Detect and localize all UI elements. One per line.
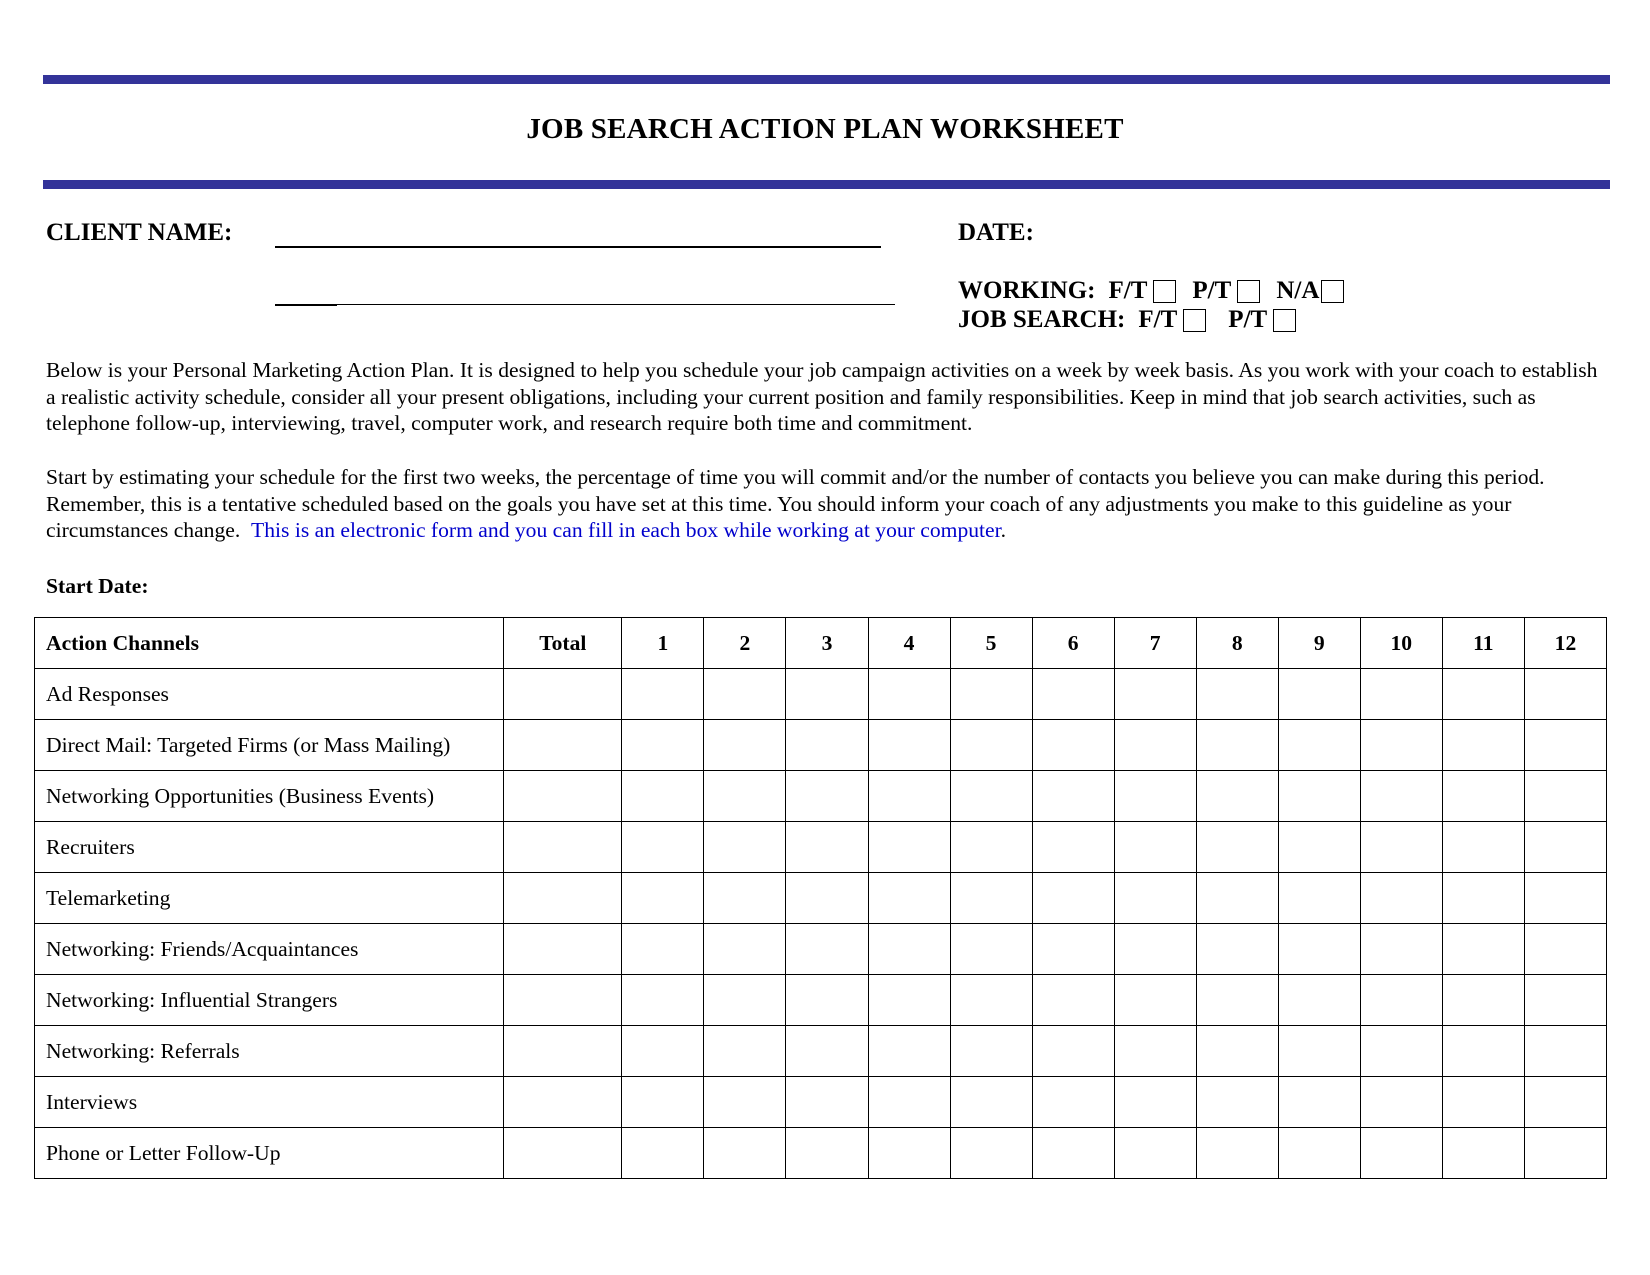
table-row: [35, 822, 1607, 873]
week-input-cell[interactable]: [1442, 924, 1524, 975]
week-input-cell[interactable]: [1278, 1128, 1360, 1179]
week-input-cell[interactable]: [786, 1077, 868, 1128]
intro-paragraph-2: [46, 464, 1606, 544]
header-week: 7: [1114, 618, 1196, 669]
week-input-cell[interactable]: [868, 771, 950, 822]
client-name-label: CLIENT NAME:: [46, 219, 233, 246]
job-search-label: JOB SEARCH:: [958, 306, 1126, 333]
week-input-cell[interactable]: [1360, 1026, 1442, 1077]
action-channel-label: Direct Mail: Targeted Firms (or Mass Mailing): [35, 720, 504, 771]
week-input-cell[interactable]: [1442, 1128, 1524, 1179]
week-input-cell[interactable]: [1032, 1077, 1114, 1128]
week-input-cell[interactable]: [950, 1026, 1032, 1077]
week-input-cell[interactable]: [1524, 1026, 1606, 1077]
header-week: 12: [1524, 618, 1606, 669]
total-input-cell[interactable]: [504, 975, 622, 1026]
week-input-cell[interactable]: [868, 669, 950, 720]
week-input-cell[interactable]: [868, 924, 950, 975]
week-input-cell[interactable]: [704, 771, 786, 822]
week-input-cell[interactable]: [1114, 1026, 1196, 1077]
action-channel-label: Ad Responses: [35, 669, 504, 720]
week-input-cell[interactable]: [1032, 720, 1114, 771]
table-row: [35, 1077, 1607, 1128]
week-input-cell[interactable]: [1524, 720, 1606, 771]
action-channel-label: Recruiters: [35, 822, 504, 873]
week-input-cell[interactable]: [950, 771, 1032, 822]
total-input-cell[interactable]: [504, 771, 622, 822]
week-input-cell[interactable]: [1278, 1026, 1360, 1077]
week-input-cell[interactable]: [1114, 822, 1196, 873]
table-row: [35, 1026, 1607, 1077]
header-week: 10: [1360, 618, 1442, 669]
week-input-cell[interactable]: [1278, 924, 1360, 975]
week-input-cell[interactable]: [1524, 924, 1606, 975]
week-input-cell[interactable]: [868, 1077, 950, 1128]
job-search-ft-label: F/T: [1138, 306, 1178, 333]
week-input-cell[interactable]: [1360, 1077, 1442, 1128]
week-input-cell[interactable]: [1524, 1128, 1606, 1179]
week-input-cell[interactable]: [950, 669, 1032, 720]
table-row: [35, 771, 1607, 822]
week-input-cell[interactable]: [622, 975, 704, 1026]
week-input-cell[interactable]: [622, 669, 704, 720]
top-divider-rule: [43, 75, 1610, 84]
week-input-cell[interactable]: [1360, 873, 1442, 924]
week-input-cell[interactable]: [868, 873, 950, 924]
week-input-cell[interactable]: [868, 1026, 950, 1077]
job-search-status-row: [958, 306, 1312, 334]
week-input-cell[interactable]: [1032, 873, 1114, 924]
week-input-cell[interactable]: [1524, 822, 1606, 873]
start-date-label: Start Date:: [46, 574, 149, 598]
week-input-cell[interactable]: [786, 720, 868, 771]
header-total: Total: [504, 618, 622, 669]
week-input-cell[interactable]: [704, 669, 786, 720]
week-input-cell[interactable]: [1032, 924, 1114, 975]
week-input-cell[interactable]: [1360, 822, 1442, 873]
week-input-cell[interactable]: [1196, 1026, 1278, 1077]
week-input-cell[interactable]: [1114, 669, 1196, 720]
working-na-checkbox[interactable]: [1321, 280, 1344, 303]
week-input-cell[interactable]: [704, 1026, 786, 1077]
working-status-row: [958, 277, 1360, 305]
job-search-ft-checkbox[interactable]: [1183, 309, 1206, 332]
week-input-cell[interactable]: [786, 873, 868, 924]
week-input-cell[interactable]: [1360, 669, 1442, 720]
week-input-cell[interactable]: [1196, 924, 1278, 975]
week-input-cell[interactable]: [786, 771, 868, 822]
week-input-cell[interactable]: [1114, 975, 1196, 1026]
client-name-field-line-2[interactable]: [275, 304, 895, 305]
week-input-cell[interactable]: [1032, 975, 1114, 1026]
action-channel-label: Networking: Referrals: [35, 1026, 504, 1077]
week-input-cell[interactable]: [1278, 822, 1360, 873]
date-label: DATE:: [958, 219, 1034, 246]
week-input-cell[interactable]: [786, 924, 868, 975]
table-row: [35, 975, 1607, 1026]
week-input-cell[interactable]: [622, 771, 704, 822]
week-input-cell[interactable]: [1278, 669, 1360, 720]
working-na-label: N/A: [1276, 277, 1320, 304]
table-row: [35, 924, 1607, 975]
week-input-cell[interactable]: [1032, 1026, 1114, 1077]
action-channel-label: Interviews: [35, 1077, 504, 1128]
week-input-cell[interactable]: [1114, 1077, 1196, 1128]
week-input-cell[interactable]: [1278, 873, 1360, 924]
intro-paragraph-2-end: .: [1000, 518, 1007, 542]
week-input-cell[interactable]: [704, 1077, 786, 1128]
week-input-cell[interactable]: [1442, 771, 1524, 822]
job-search-pt-checkbox[interactable]: [1273, 309, 1296, 332]
working-pt-label: P/T: [1192, 277, 1232, 304]
week-input-cell[interactable]: [868, 822, 950, 873]
week-input-cell[interactable]: [950, 1077, 1032, 1128]
action-channel-label: Telemarketing: [35, 873, 504, 924]
week-input-cell[interactable]: [1360, 975, 1442, 1026]
table-row: [35, 669, 1607, 720]
table-header-row: [35, 618, 1607, 669]
week-input-cell[interactable]: [622, 873, 704, 924]
week-input-cell[interactable]: [868, 1128, 950, 1179]
week-input-cell[interactable]: [622, 924, 704, 975]
week-input-cell[interactable]: [1114, 771, 1196, 822]
week-input-cell[interactable]: [704, 1128, 786, 1179]
week-input-cell[interactable]: [704, 720, 786, 771]
week-input-cell[interactable]: [868, 720, 950, 771]
header-week: 3: [786, 618, 868, 669]
header-action-channels: Action Channels: [35, 618, 504, 669]
total-input-cell[interactable]: [504, 1077, 622, 1128]
week-input-cell[interactable]: [622, 1128, 704, 1179]
week-input-cell[interactable]: [1196, 720, 1278, 771]
week-input-cell[interactable]: [1032, 669, 1114, 720]
header-week: 4: [868, 618, 950, 669]
total-input-cell[interactable]: [504, 669, 622, 720]
week-input-cell[interactable]: [1114, 720, 1196, 771]
total-input-cell[interactable]: [504, 1128, 622, 1179]
week-input-cell[interactable]: [950, 975, 1032, 1026]
week-input-cell[interactable]: [704, 975, 786, 1026]
week-input-cell[interactable]: [786, 822, 868, 873]
week-input-cell[interactable]: [1524, 975, 1606, 1026]
week-input-cell[interactable]: [786, 1128, 868, 1179]
week-input-cell[interactable]: [786, 1026, 868, 1077]
week-input-cell[interactable]: [1360, 771, 1442, 822]
week-input-cell[interactable]: [786, 975, 868, 1026]
week-input-cell[interactable]: [868, 975, 950, 1026]
header-week: 1: [622, 618, 704, 669]
week-input-cell[interactable]: [622, 822, 704, 873]
week-input-cell[interactable]: [1442, 873, 1524, 924]
week-input-cell[interactable]: [1360, 1128, 1442, 1179]
week-input-cell[interactable]: [1442, 1026, 1524, 1077]
week-input-cell[interactable]: [1442, 1077, 1524, 1128]
total-input-cell[interactable]: [504, 873, 622, 924]
action-channel-label: Networking: Influential Strangers: [35, 975, 504, 1026]
intro-paragraph-2-text: Start by estimating your schedule for the first two weeks, the percentage of time you will commit and/or the number of contacts you believe you can make during this period. Remember, this is a tentative scheduled based on the goals you have set at this time. You should inform your coach of any adjustments you make to this guideline as your circumstances change.: [46, 465, 1545, 542]
action-channel-label: Networking Opportunities (Business Events): [35, 771, 504, 822]
table-row: [35, 720, 1607, 771]
week-input-cell[interactable]: [1278, 720, 1360, 771]
header-week: 6: [1032, 618, 1114, 669]
week-input-cell[interactable]: [1196, 1077, 1278, 1128]
week-input-cell[interactable]: [1196, 822, 1278, 873]
total-input-cell[interactable]: [504, 924, 622, 975]
week-input-cell[interactable]: [950, 873, 1032, 924]
week-input-cell[interactable]: [1032, 1128, 1114, 1179]
table-row: [35, 1128, 1607, 1179]
action-plan-table: [34, 617, 1607, 1179]
week-input-cell[interactable]: [1196, 873, 1278, 924]
intro-paragraph-1: Below is your Personal Marketing Action Plan. It is designed to help you schedule your job campaign activities on a week by week basis. As you work with your coach to establish a realistic activity schedule, consider all your present obligations, including your current position and family responsibilities. Keep in mind that job search activities, such as telephone follow-up, interviewing, travel, computer work, and research require both time and commitment.: [46, 358, 1598, 435]
job-search-pt-label: P/T: [1228, 306, 1268, 333]
week-input-cell[interactable]: [1278, 771, 1360, 822]
total-input-cell[interactable]: [504, 720, 622, 771]
title-divider-rule: [43, 180, 1610, 189]
week-input-cell[interactable]: [950, 822, 1032, 873]
week-input-cell[interactable]: [1278, 1077, 1360, 1128]
week-input-cell[interactable]: [704, 924, 786, 975]
week-input-cell[interactable]: [622, 1077, 704, 1128]
header-week: 2: [704, 618, 786, 669]
week-input-cell[interactable]: [1114, 1128, 1196, 1179]
working-ft-checkbox[interactable]: [1153, 280, 1176, 303]
table-row: [35, 873, 1607, 924]
electronic-form-note: This is an electronic form and you can fill in each box while working at your computer: [251, 518, 1001, 542]
total-input-cell[interactable]: [504, 822, 622, 873]
week-input-cell[interactable]: [1524, 771, 1606, 822]
page-title: JOB SEARCH ACTION PLAN WORKSHEET: [526, 113, 1124, 145]
week-input-cell[interactable]: [950, 1128, 1032, 1179]
week-input-cell[interactable]: [1442, 975, 1524, 1026]
week-input-cell[interactable]: [1196, 669, 1278, 720]
client-name-field-line-1[interactable]: [275, 246, 881, 248]
week-input-cell[interactable]: [1032, 771, 1114, 822]
week-input-cell[interactable]: [704, 822, 786, 873]
header-week: 5: [950, 618, 1032, 669]
week-input-cell[interactable]: [1442, 720, 1524, 771]
week-input-cell[interactable]: [950, 720, 1032, 771]
week-input-cell[interactable]: [622, 720, 704, 771]
header-week: 8: [1196, 618, 1278, 669]
week-input-cell[interactable]: [622, 1026, 704, 1077]
week-input-cell[interactable]: [1196, 975, 1278, 1026]
header-week: 11: [1442, 618, 1524, 669]
week-input-cell[interactable]: [1524, 1077, 1606, 1128]
week-input-cell[interactable]: [1524, 873, 1606, 924]
action-channel-label: Phone or Letter Follow-Up: [35, 1128, 504, 1179]
working-ft-label: F/T: [1108, 277, 1148, 304]
week-input-cell[interactable]: [786, 669, 868, 720]
week-input-cell[interactable]: [1360, 924, 1442, 975]
week-input-cell[interactable]: [1196, 1128, 1278, 1179]
week-input-cell[interactable]: [1032, 822, 1114, 873]
week-input-cell[interactable]: [1114, 924, 1196, 975]
client-name-field-line-2-accent: [275, 304, 337, 306]
week-input-cell[interactable]: [1114, 873, 1196, 924]
week-input-cell[interactable]: [1360, 720, 1442, 771]
week-input-cell[interactable]: [1442, 822, 1524, 873]
week-input-cell[interactable]: [1442, 669, 1524, 720]
week-input-cell[interactable]: [704, 873, 786, 924]
week-input-cell[interactable]: [1524, 669, 1606, 720]
working-label: WORKING:: [958, 277, 1096, 304]
week-input-cell[interactable]: [1196, 771, 1278, 822]
action-channel-label: Networking: Friends/Acquaintances: [35, 924, 504, 975]
working-pt-checkbox[interactable]: [1237, 280, 1260, 303]
header-week: 9: [1278, 618, 1360, 669]
week-input-cell[interactable]: [1278, 975, 1360, 1026]
week-input-cell[interactable]: [950, 924, 1032, 975]
total-input-cell[interactable]: [504, 1026, 622, 1077]
